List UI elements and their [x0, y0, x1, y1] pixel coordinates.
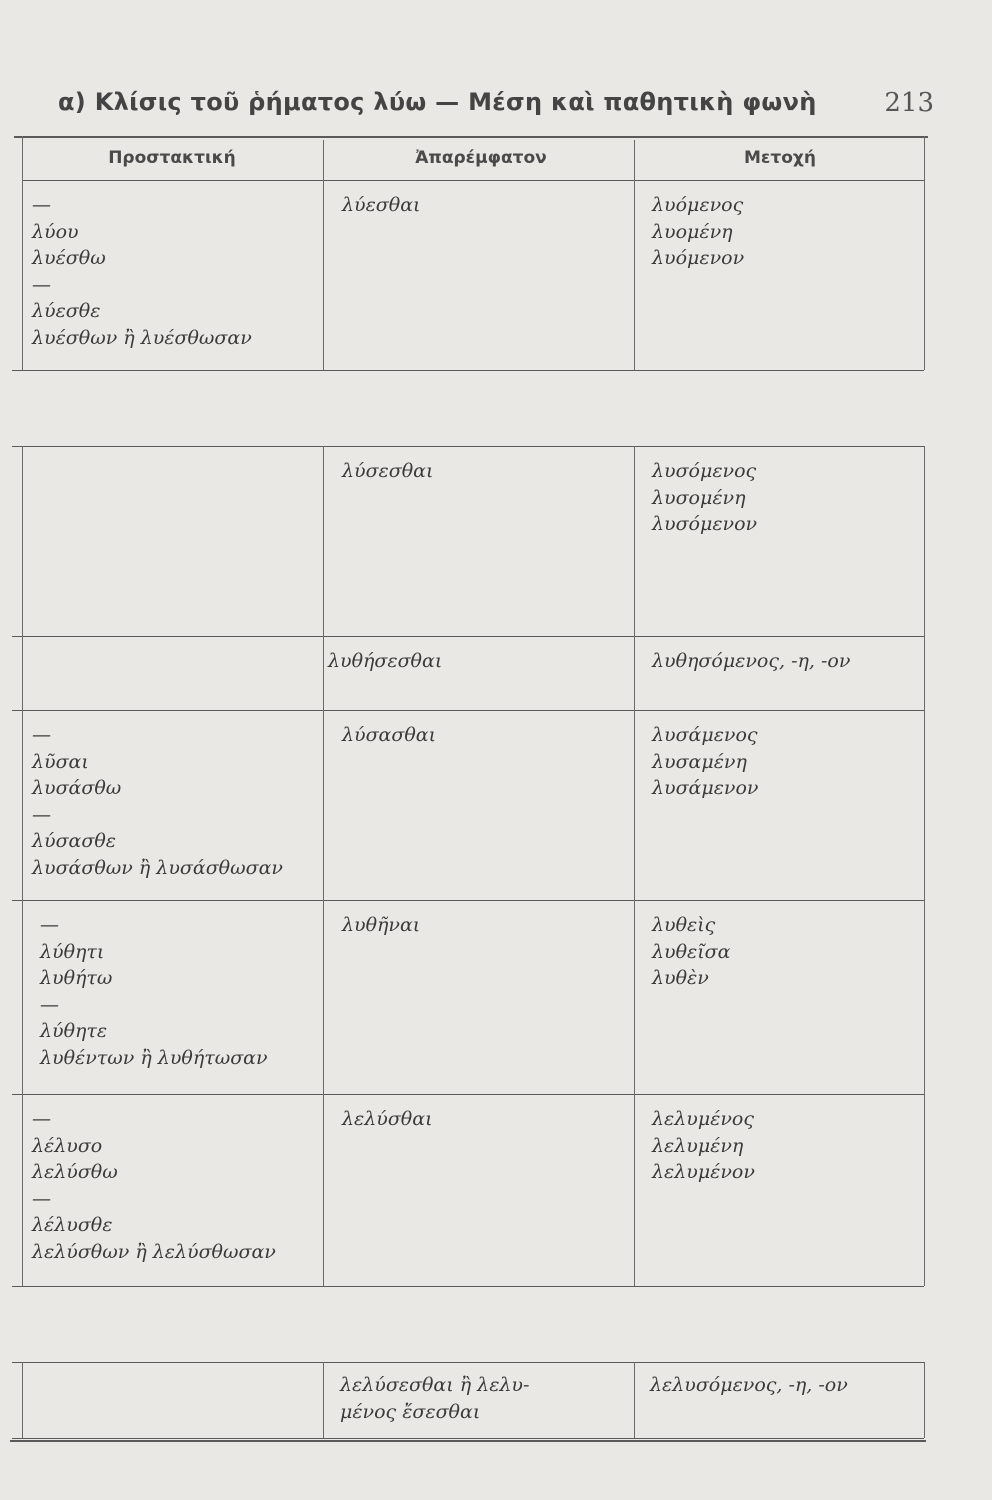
imperative-cell	[32, 722, 283, 881]
participle-form: λυόμενον	[652, 247, 745, 269]
participle-cell	[652, 458, 757, 538]
section-rule-bottom	[12, 370, 924, 371]
section-rule-top	[12, 1362, 924, 1363]
participle-form: λυόμενος	[652, 194, 744, 216]
section-border-left	[22, 710, 23, 900]
column-divider-2	[634, 636, 635, 710]
infinitive-form: λελύσθαι	[342, 1108, 433, 1130]
infinitive-cell	[328, 648, 442, 675]
imperative-form: λυέσθων ἢ λυέσθωσαν	[32, 326, 252, 349]
column-divider-1	[323, 1362, 324, 1438]
section-border-right	[924, 446, 925, 636]
imperative-form: λυθέντων ἢ λυθήτωσαν	[40, 1046, 268, 1069]
section-border-left	[22, 446, 23, 636]
infinitive-form: μένος ἔσεσθαι	[340, 1400, 481, 1423]
section-rule-bottom	[12, 1438, 924, 1439]
section-border-left	[22, 1362, 23, 1438]
imperative-form: λύθητε	[40, 1020, 108, 1042]
column-divider-1	[323, 636, 324, 710]
section-border-right	[924, 1094, 925, 1286]
imperative-form: λύθητι	[40, 940, 105, 963]
participle-form: λυσαμένη	[652, 750, 747, 773]
participle-form: λελυσόμενος, -η, -ον	[650, 1374, 848, 1396]
participle-form: λυσόμενον	[652, 513, 758, 535]
imperative-form: λυσάσθων ἢ λυσάσθωσαν	[32, 856, 283, 879]
column-divider-2	[634, 900, 635, 1094]
imperative-form: λύσασθε	[32, 830, 116, 852]
header-bottom-rule	[22, 180, 924, 181]
imperative-form: λελύσθω	[32, 1161, 118, 1183]
column-divider-2	[634, 1094, 635, 1286]
section-border-right	[924, 636, 925, 710]
imperative-form: —	[32, 1108, 51, 1130]
participle-form: λυθὲν	[652, 967, 709, 989]
page-title: α) Κλίσις τοῦ ῥήματος λύω — Μέση καὶ παθητικὴ φωνὴ	[58, 88, 817, 116]
infinitive-cell	[342, 192, 420, 219]
section-rule-top	[12, 446, 924, 447]
participle-cell	[652, 912, 730, 992]
table-top-rule	[14, 136, 928, 138]
participle-form: λελυμένον	[652, 1161, 755, 1183]
column-divider-1	[323, 900, 324, 1094]
header-divider-1	[323, 140, 324, 180]
infinitive-cell	[342, 1106, 433, 1133]
infinitive-form: λύσεσθαι	[342, 460, 434, 482]
imperative-form: λῦσαι	[32, 750, 89, 773]
imperative-form: λέλυσθε	[32, 1214, 113, 1236]
infinitive-form: λύσασθαι	[342, 724, 437, 746]
column-divider-1	[323, 1094, 324, 1286]
column-divider-2	[634, 446, 635, 636]
table-bottom-rule	[10, 1440, 926, 1442]
imperative-form: λύου	[32, 220, 79, 243]
participle-form: λυθεῖσα	[652, 940, 731, 963]
section-border-right	[924, 900, 925, 1094]
infinitive-form: λελύσεσθαι ἢ λελυ-	[340, 1374, 530, 1396]
infinitive-cell	[342, 458, 433, 485]
page-header	[58, 88, 934, 124]
column-divider-1	[323, 180, 324, 370]
participle-form: λυθεὶς	[652, 914, 716, 936]
imperative-form: —	[40, 914, 59, 936]
participle-cell	[652, 722, 758, 802]
header-border-right	[924, 136, 925, 180]
page-number: 213	[884, 88, 934, 118]
section-rule-bottom	[12, 710, 924, 711]
section-rule-bottom	[12, 1094, 924, 1095]
section-rule-bottom	[12, 1286, 924, 1287]
column-header-imperative: Προστακτική	[108, 148, 236, 168]
participle-form: λελυμένος	[652, 1108, 755, 1130]
column-divider-2	[634, 1362, 635, 1438]
participle-form: λελυμένη	[652, 1134, 744, 1157]
participle-cell	[650, 1372, 848, 1399]
participle-form: λυσομένη	[652, 486, 746, 509]
column-divider-2	[634, 710, 635, 900]
column-divider-1	[323, 446, 324, 636]
section-rule-bottom	[12, 900, 924, 901]
section-border-right	[924, 710, 925, 900]
participle-form: λυσόμενος	[652, 460, 757, 482]
imperative-form: λυθήτω	[40, 967, 113, 989]
header-border-left	[22, 136, 23, 180]
infinitive-form: λυθῆναι	[342, 914, 421, 936]
infinitive-cell	[342, 722, 436, 749]
imperative-cell	[40, 912, 268, 1071]
participle-cell	[652, 1106, 755, 1186]
infinitive-form: λυθήσεσθαι	[328, 650, 443, 672]
participle-form: λυθησόμενος, -η, -ον	[652, 650, 851, 672]
imperative-form: λυσάσθω	[32, 777, 122, 799]
section-border-left	[22, 636, 23, 710]
infinitive-form: λύεσθαι	[342, 194, 421, 216]
participle-cell	[652, 648, 850, 675]
section-border-right	[924, 1362, 925, 1438]
imperative-form: λέλυσο	[32, 1134, 103, 1157]
imperative-form: —	[32, 724, 51, 746]
column-divider-1	[323, 710, 324, 900]
imperative-form: —	[32, 1187, 51, 1210]
imperative-cell	[32, 192, 252, 351]
participle-form: λυσάμενον	[652, 777, 759, 799]
section-border-right	[924, 180, 925, 370]
section-border-left	[22, 1094, 23, 1286]
section-rule-bottom	[12, 636, 924, 637]
imperative-form: —	[32, 194, 51, 216]
section-border-left	[22, 180, 23, 370]
infinitive-cell	[340, 1372, 529, 1425]
column-header-participle: Μετοχή	[744, 148, 816, 168]
column-divider-2	[634, 180, 635, 370]
header-divider-2	[634, 140, 635, 180]
column-header-infinitive: Ἀπαρέμφατον	[415, 148, 547, 168]
imperative-form: —	[40, 993, 59, 1016]
imperative-form: —	[32, 803, 51, 826]
imperative-form: λύεσθε	[32, 300, 101, 322]
imperative-form: λελύσθων ἢ λελύσθωσαν	[32, 1240, 276, 1263]
infinitive-cell	[342, 912, 420, 939]
imperative-cell	[32, 1106, 276, 1265]
participle-form: λυσάμενος	[652, 724, 758, 746]
participle-form: λυομένη	[652, 220, 733, 243]
participle-cell	[652, 192, 744, 272]
imperative-form: —	[32, 273, 51, 296]
section-border-left	[22, 900, 23, 1094]
imperative-form: λυέσθω	[32, 247, 106, 269]
